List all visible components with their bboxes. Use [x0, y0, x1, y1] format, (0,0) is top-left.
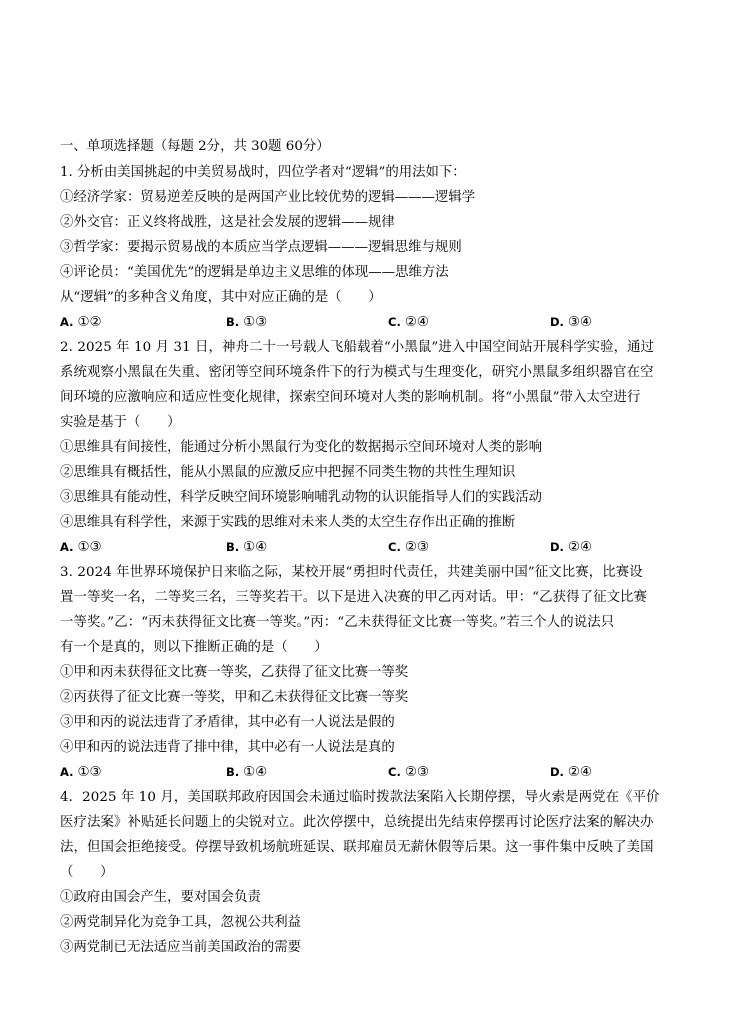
- option-c: C. ②④: [388, 315, 429, 330]
- option-b: B. ①④: [226, 765, 268, 780]
- statement-3: ③甲和丙的说法违背了矛盾律，其中必有一人说法是假的: [60, 715, 395, 730]
- question-2: [60, 335, 690, 560]
- question-stem: 置一等奖一名，二等奖三名，三等奖若干。以下是进入决赛的甲乙丙对话。甲：“乙获得了征文比赛: [60, 590, 648, 605]
- statement-2: ②两党制异化为竞争工具，忽视公共利益: [60, 915, 302, 930]
- statement-4: ④思维具有科学性，来源于实践的思维对未来人类的太空生存作出正确的推断: [60, 515, 516, 530]
- question-prompt: 从“逻辑”的多种含义角度，其中对应正确的是（ ）: [60, 290, 382, 305]
- question-prompt: 有一个是真的，则以下推断正确的是（ ）: [60, 640, 328, 655]
- option-b: B. ①④: [226, 540, 268, 555]
- question-stem: 4．2025 年 10 月，美国联邦政府因国会未通过临时拨款法案陷入长期停摆，导火索是两党在《平价: [60, 790, 660, 805]
- answer-options: [60, 760, 690, 785]
- option-c: C. ②③: [388, 765, 429, 780]
- statement-1: ①甲和丙未获得征文比赛一等奖，乙获得了征文比赛一等奖: [60, 665, 409, 680]
- question-prompt: 实验是基于（ ）: [60, 415, 181, 430]
- exam-document: [60, 133, 690, 960]
- option-d: D. ③④: [550, 315, 592, 330]
- statement-1: ①政府由国会产生，要对国会负责: [60, 890, 261, 905]
- statement-4: ④甲和丙的说法违背了排中律，其中必有一人说法是真的: [60, 740, 395, 755]
- statement-2: ②丙获得了征文比赛一等奖，甲和乙未获得征文比赛一等奖: [60, 690, 409, 705]
- question-stem: 3. 2024 年世界环境保护日来临之际，某校开展“勇担时代责任，共建美丽中国”征文比赛，比赛设: [60, 565, 643, 580]
- question-stem: 1. 分析由美国挑起的中美贸易战时，四位学者对“逻辑”的用法如下：: [60, 165, 466, 180]
- question-stem: 医疗法案》补贴延长问题上的尖锐对立。此次停摆中，总统提出先结束停摆再讨论医疗法案的解决办: [60, 815, 654, 830]
- option-a: A. ①③: [60, 540, 102, 555]
- option-d: D. ②④: [550, 765, 592, 780]
- question-4: [60, 785, 690, 960]
- statement-3: ③哲学家：要揭示贸易战的本质应当学点逻辑———逻辑思维与规则: [60, 240, 462, 255]
- question-stem: 间环境的应激响应和适应性变化规律，探索空间环境对人类的影响机制。将“小黑鼠”带入太空进行: [60, 390, 641, 405]
- statement-3: ③两党制已无法适应当前美国政治的需要: [60, 940, 302, 955]
- section-title: 一、单项选择题（每题 2分，共 30题 60分）: [60, 139, 330, 154]
- option-a: A. ①②: [60, 315, 102, 330]
- question-3: [60, 560, 690, 785]
- question-stem: 法，但国会拒绝接受。停摆导致机场航班延误、联邦雇员无薪休假等后果。这一事件集中反映了美国: [60, 840, 654, 855]
- statement-2: ②思维具有概括性，能从小黑鼠的应激反应中把握不同类生物的共性生理知识: [60, 465, 516, 480]
- option-c: C. ②③: [388, 540, 429, 555]
- option-d: D. ②④: [550, 540, 592, 555]
- statement-3: ③思维具有能动性，科学反映空间环境影响哺乳动物的认识能指导人们的实践活动: [60, 490, 543, 505]
- answer-options: [60, 310, 690, 335]
- statement-1: ①经济学家：贸易逆差反映的是两国产业比较优势的逻辑———逻辑学: [60, 190, 476, 205]
- question-prompt: （ ）: [60, 865, 114, 880]
- question-1: [60, 160, 690, 335]
- statement-4: ④评论员：“美国优先”的逻辑是单边主义思维的体现——思维方法: [60, 265, 449, 280]
- option-b: B. ①③: [226, 315, 268, 330]
- question-stem: 系统观察小黑鼠在失重、密闭等空间环境条件下的行为模式与生理变化，研究小黑鼠多组织器官在空: [60, 365, 654, 380]
- statement-1: ①思维具有间接性，能通过分析小黑鼠行为变化的数据揭示空间环境对人类的影响: [60, 440, 543, 455]
- question-stem: 一等奖。”乙：“丙未获得征文比赛一等奖。”丙：“乙未获得征文比赛一等奖。”若三个人的说法只: [60, 615, 615, 630]
- option-a: A. ①③: [60, 765, 102, 780]
- question-stem: 2. 2025 年 10 月 31 日，神舟二十一号载人飞船载着“小黑鼠”进入中国空间站开展科学实验，通过: [60, 340, 655, 355]
- statement-2: ②外交官：正义终将战胜，这是社会发展的逻辑——规律: [60, 215, 395, 230]
- answer-options: [60, 535, 690, 560]
